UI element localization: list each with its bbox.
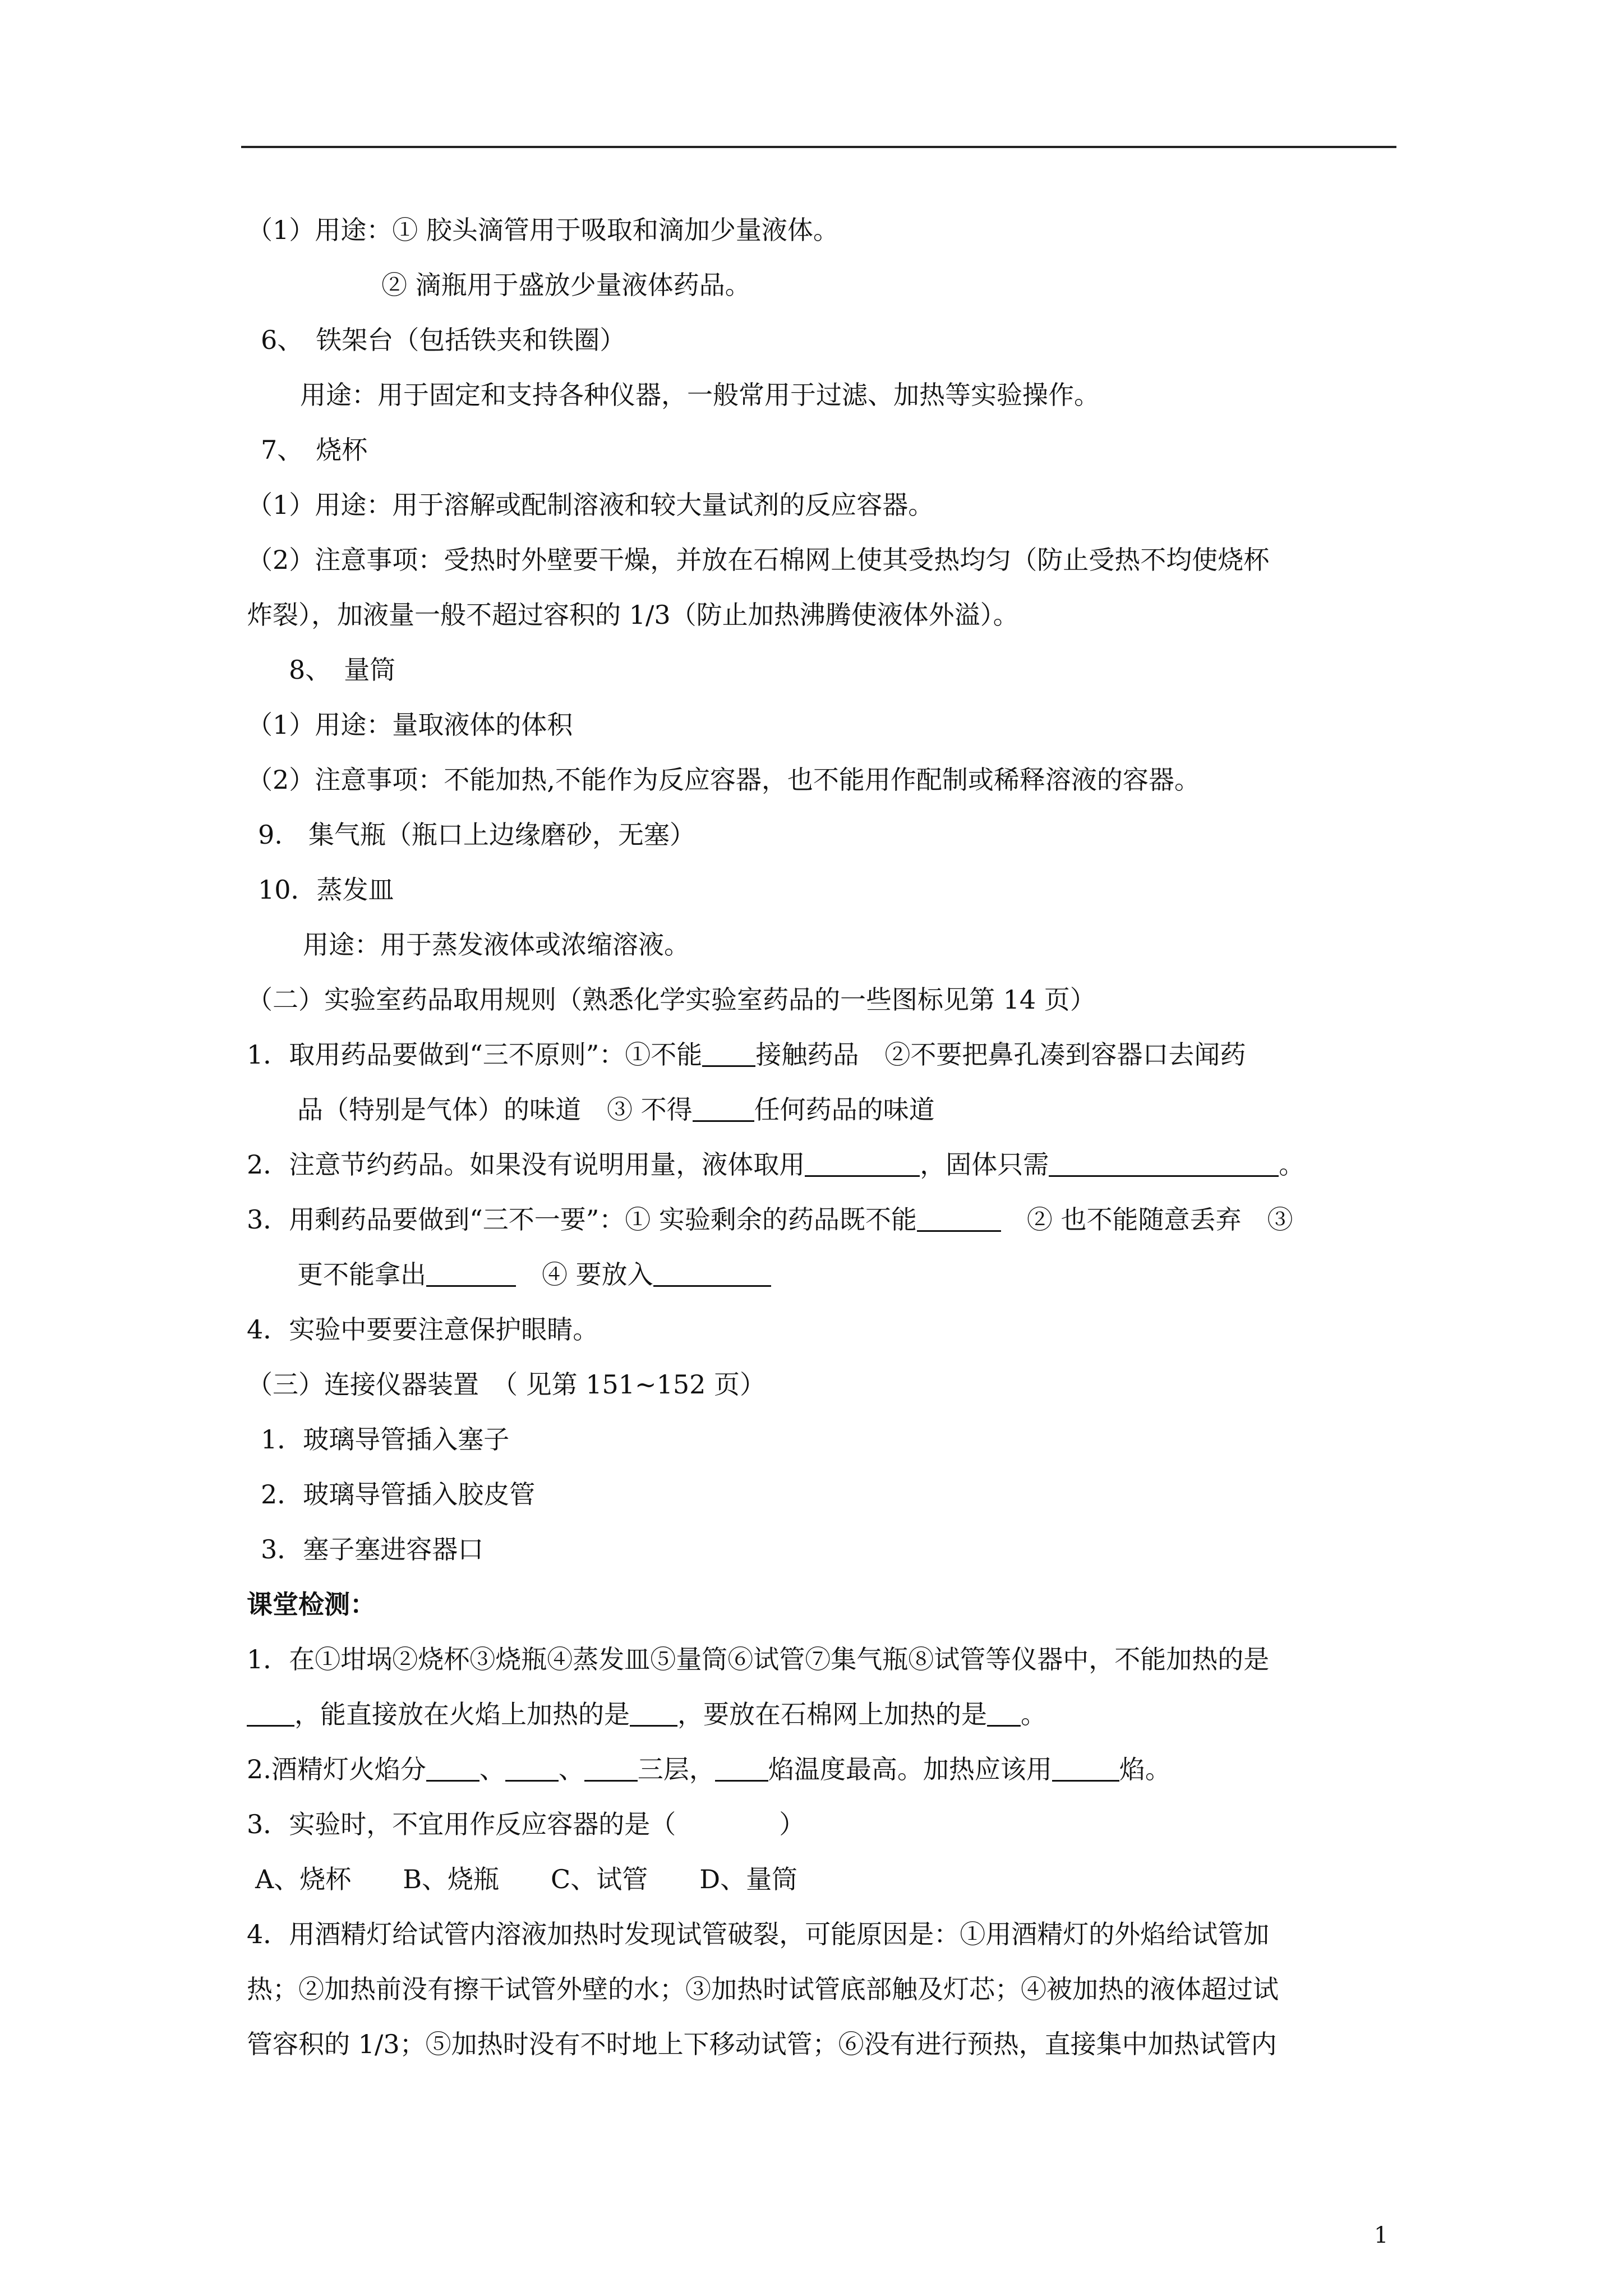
fill-blank[interactable] [426,1260,516,1287]
fill-blank[interactable] [693,1096,754,1122]
page-number: 1 [1374,2223,1389,2248]
line-cylinder-usage: （1）用途：量取液体的体积 [247,710,573,740]
line-dish-usage: 用途：用于蒸发液体或浓缩溶液。 [303,930,690,960]
section-3-item: 1．玻璃导管插入塞子 [261,1424,510,1455]
line-2-dropper-bottle: ② 滴瓶用于盛放少量液体药品。 [381,270,751,300]
line-cylinder-notes: （2）注意事项：不能加热,不能作为反应容器，也不能用作配制或稀释溶液的容器。 [247,765,1200,795]
fill-blank[interactable] [715,1755,768,1782]
question-1-line-b: ，能直接放在火焰上加热的是 ，要放在石棉网上加热的是 。 [247,1697,1046,1731]
fill-blank[interactable] [702,1041,755,1067]
rule-1-line-a: 1．取用药品要做到“三不原则”：①不能 接触药品 ②不要把鼻孔凑到容器口去闻药 [247,1039,1246,1070]
fill-blank[interactable] [1052,1755,1119,1782]
fill-blank[interactable] [505,1755,559,1782]
rule-2-line: 2．注意节约药品。如果没有说明用量，液体取用 ，固体只需 。 [247,1149,1305,1180]
fill-blank[interactable] [917,1205,1001,1232]
question-3-line: 3．实验时，不宜用作反应容器的是（ ） [247,1809,805,1839]
line-7-beaker: 7、 烧杯 [261,435,368,465]
header-rule [241,146,1396,148]
section-3-title: （三）连接仪器装置 （ 见第 151~152 页） [247,1369,766,1400]
classroom-test-heading: 课堂检测： [247,1589,376,1619]
fill-blank[interactable] [987,1700,1021,1727]
fill-blank[interactable] [426,1755,479,1782]
rule-4-line: 4．实验中要要注意保护眼睛。 [247,1314,599,1345]
rule-1-line-b: 品（特别是气体）的味道 ③ 不得 任何药品的味道 [297,1094,935,1125]
section-3-item: 3．塞子塞进容器口 [261,1534,484,1565]
line-6-iron-stand: 6、 铁架台（包括铁夹和铁圈） [261,325,626,355]
section-3-item: 2．玻璃导管插入胶皮管 [261,1479,536,1510]
line-10-evaporating-dish: 10．蒸发皿 [258,875,394,905]
question-3-options: A、烧杯 B、烧瓶 C、试管 D、量筒 [255,1864,798,1894]
rule-3-line-a: 3．用剩药品要做到“三不一要”：① 实验剩余的药品既不能 ② 也不能随意丢弃 ③ [247,1204,1293,1235]
rule-3-line-b: 更不能拿出 ④ 要放入 [297,1258,771,1291]
line-section-2-title: （二）实验室药品取用规则（熟悉化学实验室药品的一些图标见第 14 页） [247,984,1096,1015]
question-4-line-b: 热；②加热前没有擦干试管外壁的水；③加热时试管底部触及灯芯；④被加热的液体超过试 [247,1974,1279,2004]
question-2-line: 2.酒精灯火焰分 、 、 三层， 焰温度最高。加热应该用 焰。 [247,1754,1171,1784]
fill-blank[interactable] [805,1151,920,1177]
line-iron-stand-usage: 用途：用于固定和支持各种仪器，一般常用于过滤、加热等实验操作。 [300,380,1100,410]
fill-blank[interactable] [247,1700,294,1727]
fill-blank[interactable] [1049,1151,1279,1177]
question-4-line-a: 4．用酒精灯给试管内溶液加热时发现试管破裂，可能原因是：①用酒精灯的外焰给试管加 [247,1919,1270,1949]
fill-blank[interactable] [630,1700,677,1727]
fill-blank[interactable] [653,1260,771,1287]
line-beaker-usage: （1）用途：用于溶解或配制溶液和较大量试剂的反应容器。 [247,490,934,520]
line-8-cylinder: 8、 量筒 [289,655,396,685]
line-beaker-notes-1: （2）注意事项：受热时外壁要干燥，并放在石棉网上使其受热均匀（防止受热不均使烧杯 [247,545,1270,575]
question-4-line-c: 管容积的 1/3；⑤加热时没有不时地上下移动试管；⑥没有进行预热，直接集中加热试管内 [247,2029,1277,2059]
fill-blank[interactable] [584,1755,638,1782]
line-9-gas-bottle: 9. 集气瓶（瓶口上边缘磨砂，无塞） [258,820,695,850]
line-beaker-notes-2: 炸裂），加液量一般不超过容积的 1/3（防止加热沸腾使液体外溢）。 [247,600,1019,630]
question-1-line-a: 1．在①坩埚②烧杯③烧瓶④蒸发皿⑤量筒⑥试管⑦集气瓶⑧试管等仪器中，不能加热的是 [247,1644,1270,1674]
line-1-usage: （1）用途：① 胶头滴管用于吸取和滴加少量液体。 [247,215,839,245]
